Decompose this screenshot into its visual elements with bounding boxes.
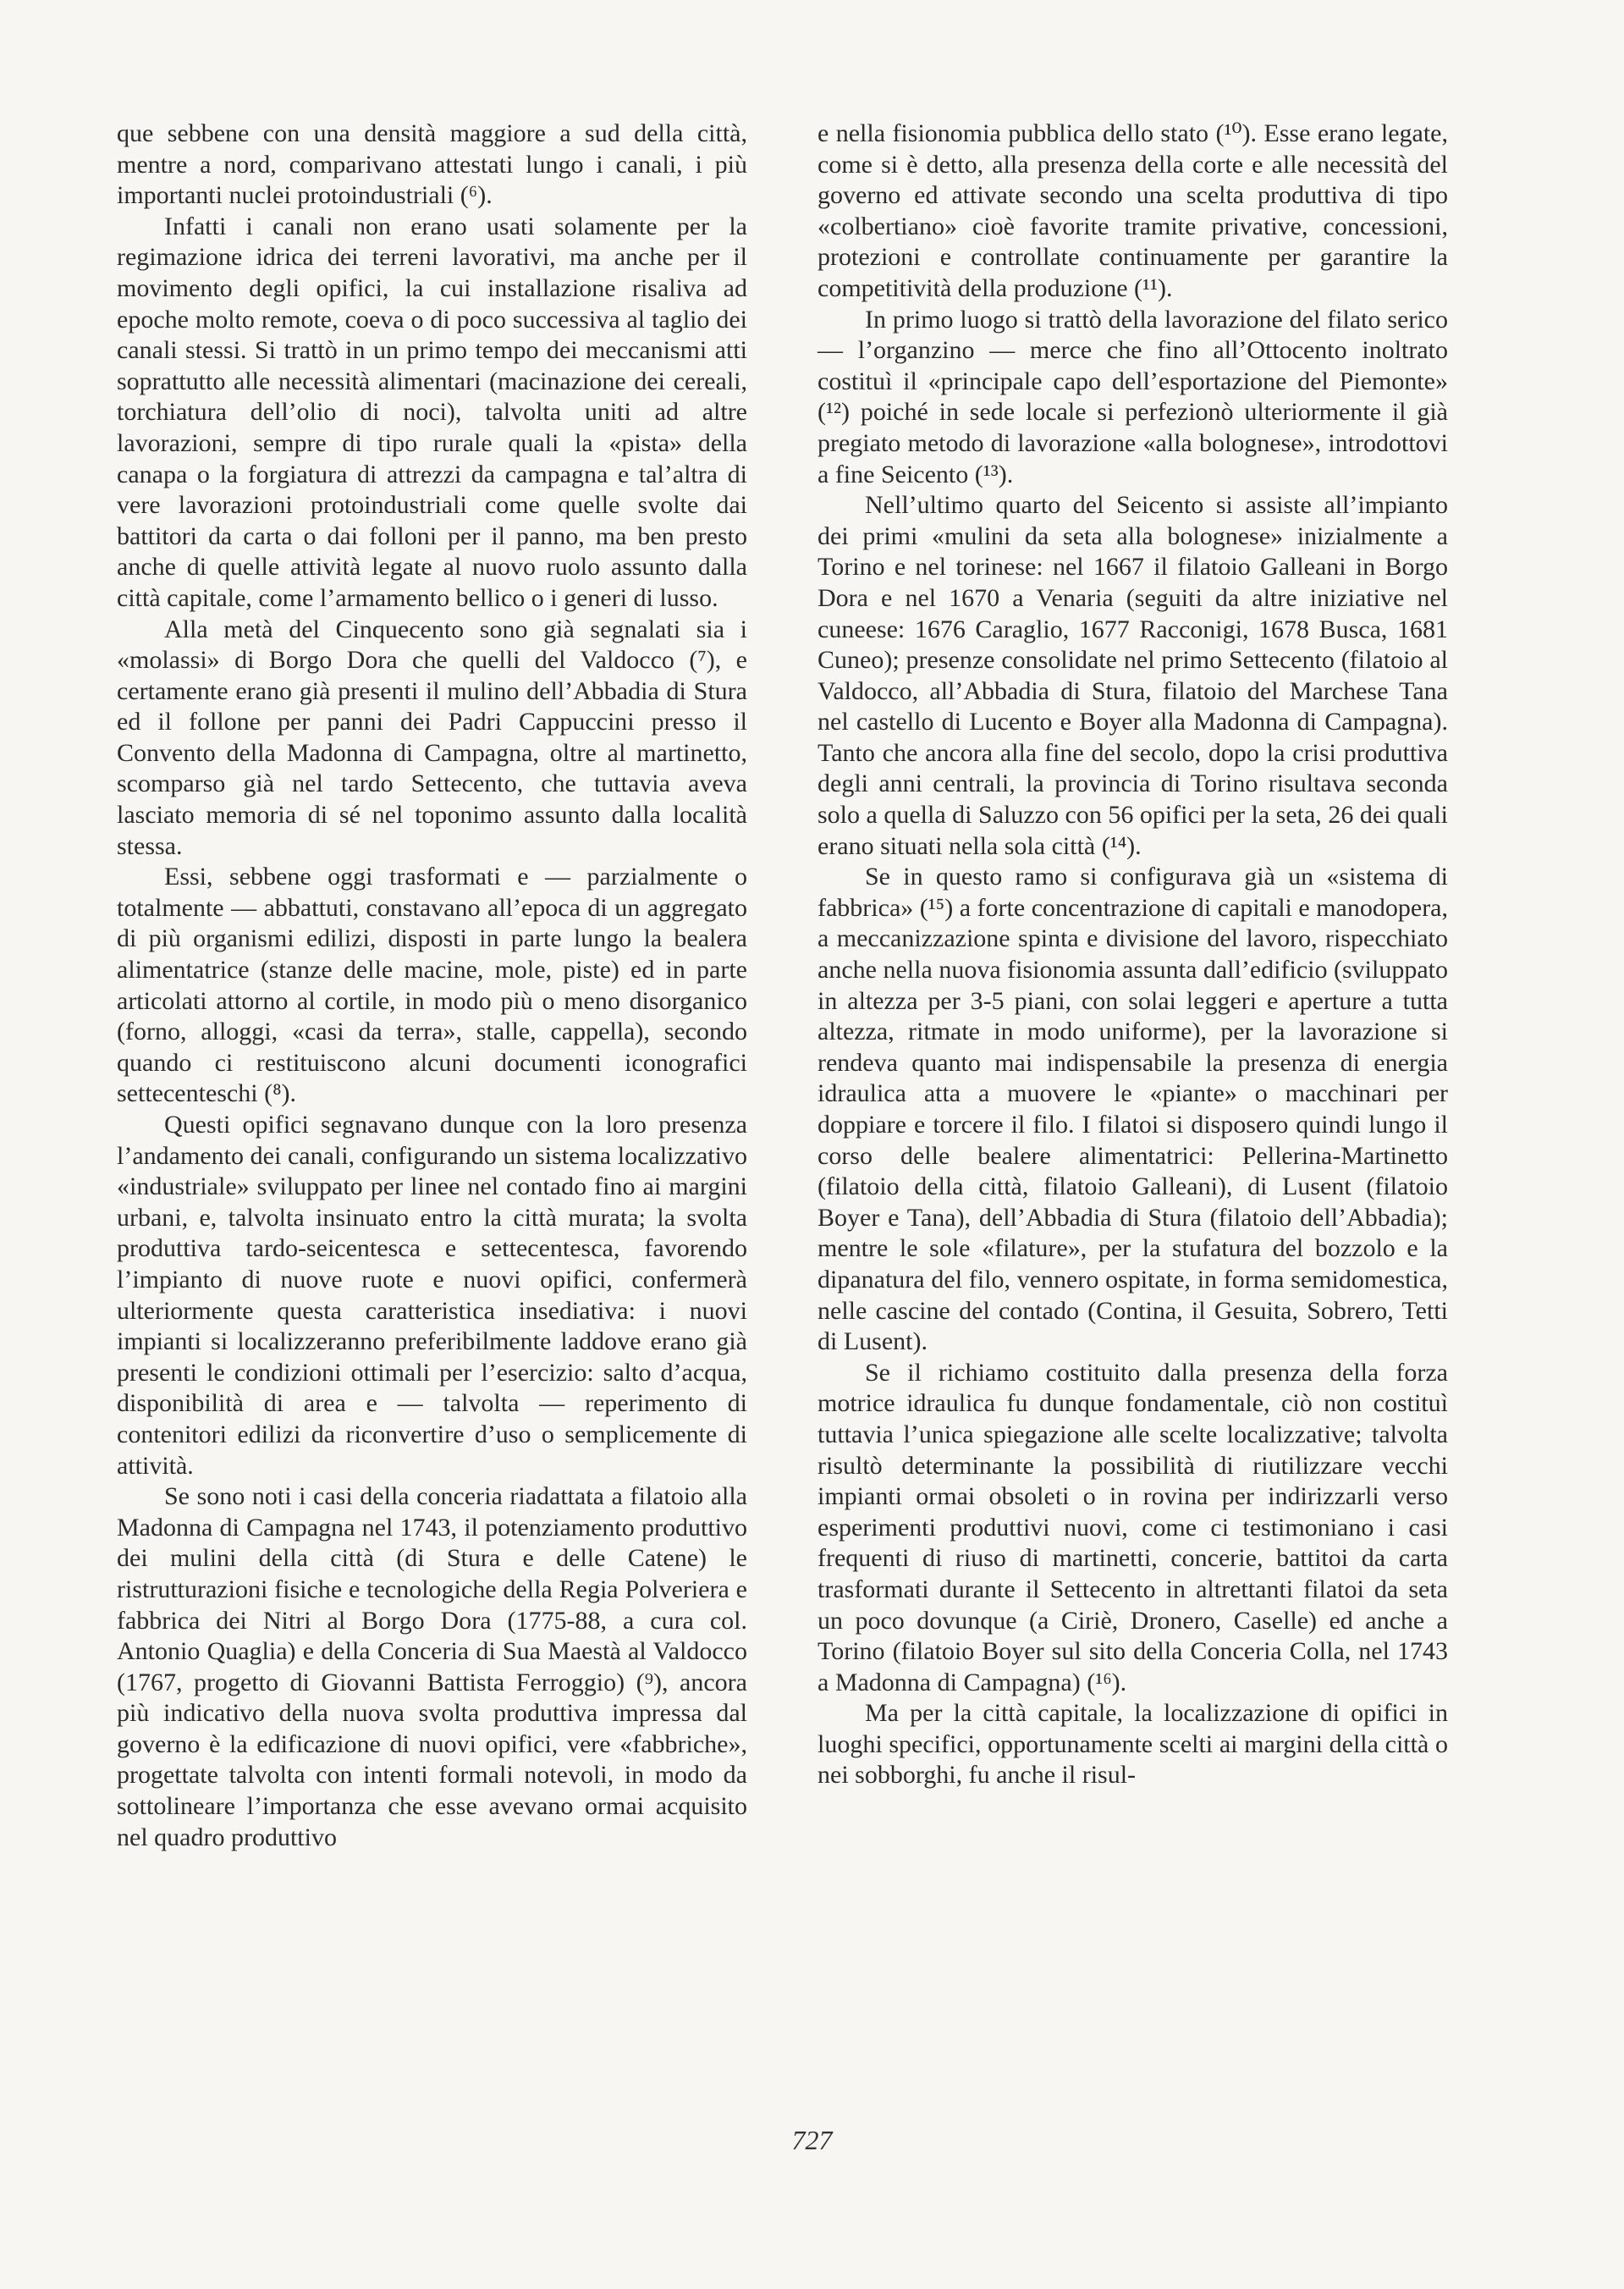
paragraph: In primo luogo si trattò della lavorazione del filato serico — l’organzino — merce che fino all’Ottocento inoltrato costituì il «principale capo dell’esportazione del Piemonte» (¹²) poiché in sede locale si perfezionò ulteriormente il già pregiato metodo di lavorazione «alla bolognese», introdottovi a fine Seicento (¹³). [818,305,1448,488]
paragraph: Alla metà del Cinquecento sono già segnalati sia i «molassi» di Borgo Dora che quelli del Valdocco (⁷), e certamente erano già presenti il mulino dell’Abbadia di Stura ed il follone per panni dei Padri Cappuccini presso il Convento della Madonna di Campagna, oltre al martinetto, scomparso già nel tardo Settecento, che tuttavia aveva lasciato memoria di sé nel toponimo assunto dalla località stessa. [117,615,747,860]
paragraph: Essi, sebbene oggi trasformati e — parzialmente o totalmente — abbattuti, constavano all’epoca di un aggregato di più organismi edilizi, disposti in parte lungo la bealera alimentatrice (stanze delle macine, mole, piste) ed in parte articolati attorno al cortile, in modo più o meno disorganico (forno, alloggi, «casi da terra», stalle, cappella), secondo quando ci restituiscono alcuni documenti iconografici settecenteschi (⁸). [117,863,747,1108]
paragraph: Questi opifici segnavano dunque con la loro presenza l’andamento dei canali, configurando un sistema localizzativo «industriale» sviluppato per linee nel contado fino ai margini urbani, e, talvolta insinuato entro la città murata; la svolta produttiva tardo-seicentesca e settecentesca, favorendo l’impianto di nuove ruote e nuovi opifici, confermerà ulteriormente questa caratteristica insediativa: i nuovi impianti si localizzeranno preferibilmente laddove erano già presenti le condizioni ottimali per l’esercizio: salto d’acqua, disponibilità di area e — talvolta — reperimento di contenitori edilizi da riconvertire d’uso o semplicemente di attività. [117,1111,747,1480]
right-column [818,119,1448,1791]
paragraph: que sebbene con una densità maggiore a sud della città, mentre a nord, comparivano attestati lungo i canali, i più importanti nuclei protoindustriali (⁶). [117,119,747,210]
paragraph: Se il richiamo costituito dalla presenza della forza motrice idraulica fu dunque fondamentale, ciò non costituì tuttavia l’unica spiegazione alle scelte localizzative; talvolta risultò determinante la possibilità di riutilizzare vecchi impianti ormai obsoleti o in rovina per indirizzarli verso esperimenti produttivi nuovi, come ci testimoniano i casi frequenti di riuso di martinetti, concerie, battitoi da carta trasformati durante il Settecento in altrettanti filatoi da seta un poco dovunque (a Ciriè, Dronero, Caselle) ed anche a Torino (filatoio Boyer sul sito della Conceria Colla, nel 1743 a Madonna di Campagna) (¹⁶). [818,1358,1448,1696]
page-number: 727 [791,2125,833,2155]
paragraph: Ma per la città capitale, la localizzazione di opifici in luoghi specifici, opportunamente scelti ai margini della città o nei sobborghi, fu anche il risul- [818,1699,1448,1790]
left-column [117,119,747,1853]
paragraph: e nella fisionomia pubblica dello stato (¹⁰). Esse erano legate, come si è detto, alla presenza della corte e alle necessità del governo ed attivate secondo una scelta produttiva di tipo «colbertiano» cioè favorite tramite privative, concessioni, protezioni e controllate continuamente per garantire la competitività della produzione (¹¹). [818,119,1448,302]
paragraph: Infatti i canali non erano usati solamente per la regimazione idrica dei terreni lavorativi, ma anche per il movimento degli opifici, la cui installazione risaliva ad epoche molto remote, coeva o di poco successiva al taglio dei canali stessi. Si trattò in un primo tempo dei meccanismi atti soprattutto alle necessità alimentari (macinazione dei cereali, torchiatura dell’olio di noci), talvolta uniti ad altre lavorazioni, sempre di tipo rurale quali la «pista» della canapa o la forgiatura di attrezzi da campagna e tal’altra di vere lavorazioni protoindustriali come quelle svolte dai battitori da carta o dai folloni per il panno, ma ben presto anche di quelle attività legate al nuovo ruolo assunto dalla città capitale, come l’armamento bellico o i generi di lusso. [117,212,747,612]
paragraph: Nell’ultimo quarto del Seicento si assiste all’impianto dei primi «mulini da seta alla bolognese» inizialmente a Torino e nel torinese: nel 1667 il filatoio Galleani in Borgo Dora e nel 1670 a Venaria (seguiti da altre iniziative nel cuneese: 1676 Caraglio, 1677 Racconigi, 1678 Busca, 1681 Cuneo); presenze consolidate nel primo Settecento (filatoio al Valdocco, all’Abbadia di Stura, filatoio del Marchese Tana nel castello di Lucento e Boyer alla Madonna di Campagna). Tanto che ancora alla fine del secolo, dopo la crisi produttiva degli anni centrali, la provincia di Torino risultava seconda solo a quella di Saluzzo con 56 opifici per la seta, 26 dei quali erano situati nella sola città (¹⁴). [818,491,1448,860]
paragraph: Se sono noti i casi della conceria riadattata a filatoio alla Madonna di Campagna nel 1743, il potenziamento produttivo dei mulini della città (di Stura e delle Catene) le ristrutturazioni fisiche e tecnologiche della Regia Polveriera e fabbrica dei Nitri al Borgo Dora (1775-88, a cura col. Antonio Quaglia) e della Conceria di Sua Maestà al Valdocco (1767, progetto di Giovanni Battista Ferroggio) (⁹), ancora più indicativo della nuova svolta produttiva impressa dal governo è la edificazione di nuovi opifici, vere «fabbriche», progettate talvolta con intenti formali notevoli, in modo da sottolineare l’importanza che esse avevano ormai acquisito nel quadro produttivo [117,1482,747,1851]
paragraph: Se in questo ramo si configurava già un «sistema di fabbrica» (¹⁵) a forte concentrazione di capitali e manodopera, a meccanizzazione spinta e divisione del lavoro, rispecchiato anche nella nuova fisionomia assunta dall’edificio (sviluppato in altezza per 3-5 piani, con solai leggeri e aperture a tutta altezza, ritmate in modo uniforme), per la lavorazione si rendeva quanto mai indispensabile la presenza di energia idraulica atta a muovere le «piante» o macchinari per doppiare e torcere il filo. I filatoi si disposero quindi lungo il corso delle bealere alimentatrici: Pellerina-Martinetto (filatoio della città, filatoio Galleani), di Lusent (filatoio Boyer e Tana), dell’Abbadia di Stura (filatoio dell’Abbadia); mentre le sole «filature», per la stufatura del bozzolo e la dipanatura del filo, vennero ospitate, in forma semidomestica, nelle cascine del contado (Contina, il Gesuita, Sobrero, Tetti di Lusent). [818,863,1448,1356]
